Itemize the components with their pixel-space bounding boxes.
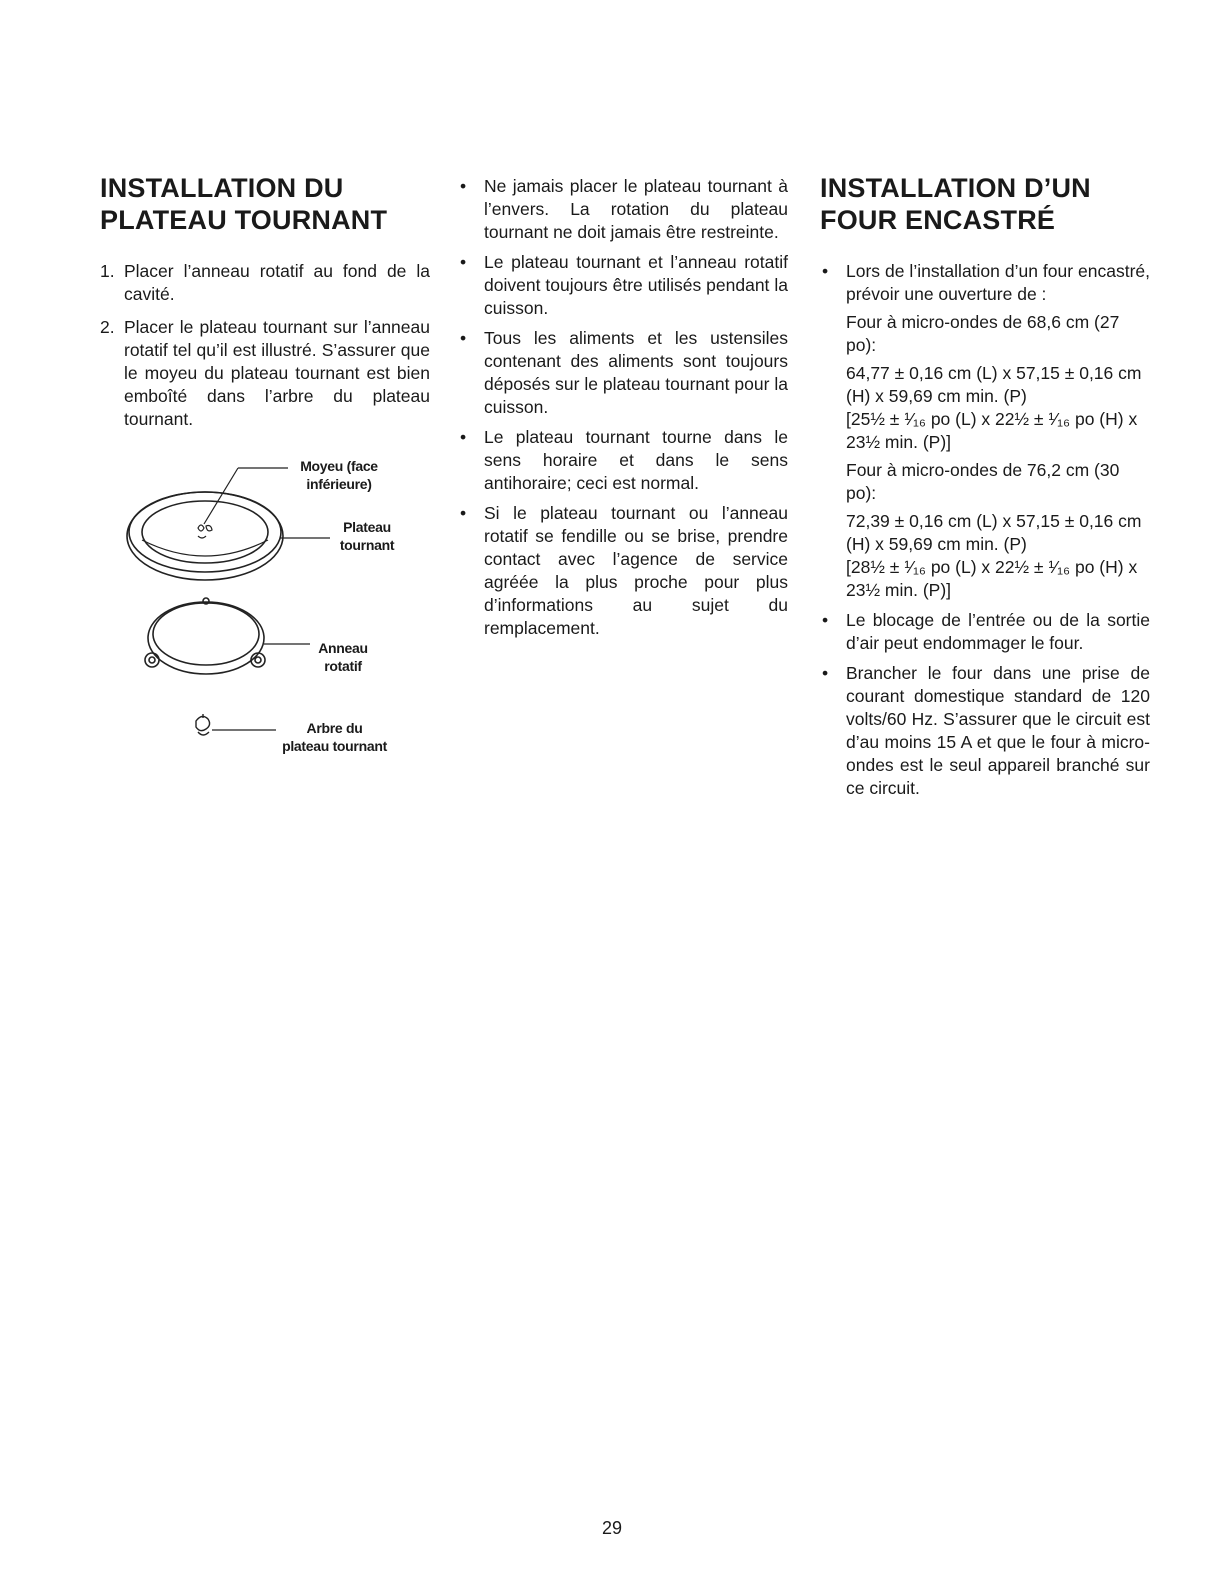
step-number: 1. [100,261,115,281]
column-turntable-installation [100,172,430,441]
list-item: • Ne jamais placer le plateau tournant à l’envers. La rotation du plateau tournant ne doit jamais être restreinte. [460,176,788,242]
tray-label: Plateau tournant [339,519,395,553]
bullet-icon: • [822,610,829,630]
ring-label: Anneau rotatif [318,640,368,674]
oven-30-title: Four à micro-ondes de 76,2 cm (30 po): [846,460,1120,503]
column-turntable-precautions [458,175,788,647]
step-text: Placer l’anneau rotatif au fond de la cavité. [124,261,430,304]
hub-icon [198,525,212,538]
title-line-1: INSTALLATION DU [100,173,344,203]
list-item: • Le blocage de l’entrée ou de la sortie d’air peut endommager le four. [822,610,1150,653]
roller-ring-drawing [145,598,265,674]
oven-30-metric: 72,39 ± 0,16 cm (L) x 57,15 ± 0,16 cm (H) x 59,69 cm min. (P) [846,511,1142,554]
oven-30-imperial: [28½ ± ¹⁄₁₆ po (L) x 22½ ± ¹⁄₁₆ po (H) x 23½ min. (P)] [846,557,1138,600]
bullet-icon: • [460,176,467,196]
list-item: • Le plateau tournant tourne dans le sens horaire et dans le sens antihoraire; ceci est normal. [460,427,788,493]
step-item [100,260,430,306]
oven-27-imperial: [25½ ± ¹⁄₁₆ po (L) x 22½ ± ¹⁄₁₆ po (H) x 23½ min. (P)] [846,409,1138,452]
list-item: • Le plateau tournant et l’anneau rotatif doivent toujours être utilisés pendant la cuisson. [460,252,788,318]
precautions-list [458,175,788,640]
list-item: • Si le plateau tournant ou l’anneau rotatif se fendille ou se brise, prendre contact avec l’agence de service agréée la plus proche pour plus d’informations au sujet du remplacement. [460,503,788,638]
list-item [820,260,1150,602]
list-item: • Brancher le four dans une prise de courant domestique standard de 120 volts/60 Hz. S’assurer que le circuit est d’au moins 15 A et que le four à micro-ondes est le seul appareil branché sur ce circuit. [822,663,1150,798]
oven-27-title: Four à micro-ondes de 68,6 cm (27 po): [846,312,1120,355]
step-number: 2. [100,317,115,337]
built-in-list [820,260,1150,800]
title-line-1: INSTALLATION D’UN [820,173,1091,203]
bullet-icon: • [822,663,829,683]
section-title-built-in [820,172,1150,236]
bullet-icon: • [460,427,467,447]
title-line-2: PLATEAU TOURNANT [100,205,388,235]
page-number: 29 [601,1518,623,1538]
oven-27-metric: 64,77 ± 0,16 cm (L) x 57,15 ± 0,16 cm (H) x 59,69 cm min. (P) [846,363,1142,406]
shaft-label: Arbre du plateau tournant [282,720,387,754]
step-text: Placer le plateau tournant sur l’anneau rotatif tel qu’il est illustré. S’assurer que le moyeu du plateau tournant est bien emboîté dans l’arbre du plateau tournant. [124,317,430,429]
bullet-icon: • [460,503,467,523]
list-item: • Tous les aliments et les ustensiles contenant des aliments sont toujours déposés sur le plateau tournant pour la cuisson. [460,328,788,417]
column-built-in-oven [820,172,1150,807]
hub-label: Moyeu (face inférieure) [300,458,378,492]
bullet-icon: • [460,252,467,272]
step-item [100,316,430,431]
turntable-diagram [100,448,430,768]
section-title-turntable [100,172,430,236]
opening-intro: Lors de l’installation d’un four encastré, prévoir une ouverture de : [846,261,1150,304]
bullet-icon: • [822,261,829,281]
title-line-2: FOUR ENCASTRÉ [820,205,1056,235]
hub-leader-line [204,468,238,524]
turntable-tray-drawing [127,492,283,580]
bullet-icon: • [460,328,467,348]
turntable-shaft-icon [196,714,210,735]
installation-steps [100,260,430,431]
